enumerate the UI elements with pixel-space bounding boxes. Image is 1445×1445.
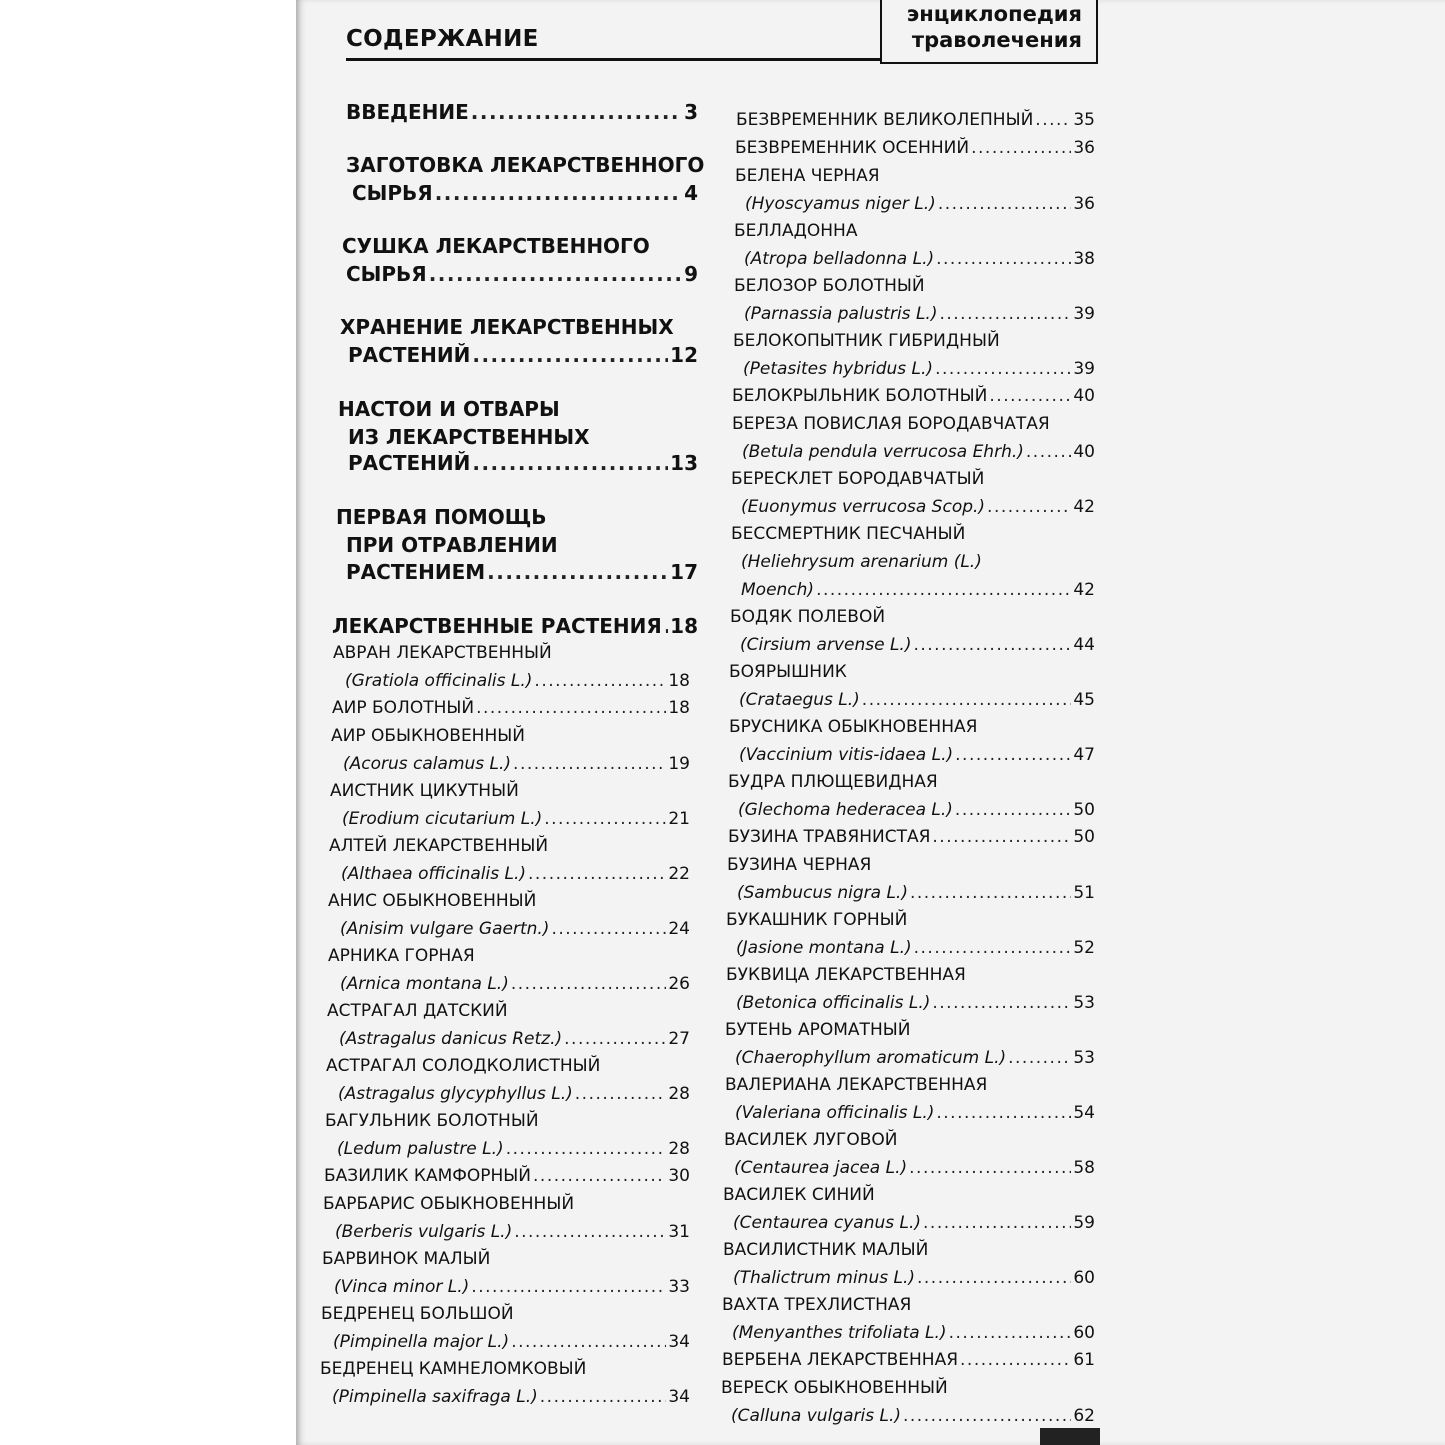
- section-title: ПЕРВАЯ ПОМОЩЬ: [336, 505, 547, 529]
- section-entry: [332, 614, 698, 638]
- plant-name: БЕРЕСКЛЕТ БОРОДАВЧАТЫЙ: [731, 469, 985, 489]
- entry-text: (Chaerophyllum aromaticum L.): [735, 1048, 1007, 1068]
- entry-text: Moench): [741, 580, 815, 600]
- entry-text: (Calluna vulgaris L.): [731, 1406, 901, 1426]
- leader-dots: [664, 614, 668, 638]
- page-number: 26: [668, 974, 690, 994]
- entry-text: (Menyanthes trifoliata L.): [732, 1323, 947, 1343]
- plant-name: БЕДРЕНЕЦ КАМНЕЛОМКОВЫЙ: [320, 1359, 587, 1379]
- page-number: 59: [1073, 1213, 1095, 1233]
- plant-entry: [740, 635, 1095, 655]
- entry-text: (Thalictrum minus L.): [733, 1268, 915, 1288]
- leader-dots: [960, 1350, 1071, 1370]
- page-number: 18: [668, 671, 690, 691]
- page-corner-mark: [1040, 1428, 1100, 1445]
- plant-name: АСТРАГАЛ СОЛОДКОЛИСТНЫЙ: [326, 1056, 601, 1076]
- page-number: 31: [668, 1222, 690, 1242]
- entry-text: БЕЛОКРЫЛЬНИК БОЛОТНЫЙ: [732, 386, 988, 406]
- section-title: НАСТОИ И ОТВАРЫ: [338, 397, 560, 421]
- leader-dots: [938, 194, 1072, 214]
- entry-text: (Pimpinella saxifraga L.): [332, 1387, 538, 1407]
- entry-text: (Sambucus nigra L.): [737, 883, 908, 903]
- page-number: 33: [668, 1277, 690, 1297]
- entry-text: БУЗИНА ТРАВЯНИСТАЯ: [728, 827, 931, 847]
- page-number: 19: [668, 754, 690, 774]
- page-number: 54: [1073, 1103, 1095, 1123]
- plant-name: БУТЕНЬ АРОМАТНЫЙ: [725, 1020, 911, 1040]
- entry-text: (Atropa belladonna L.): [744, 249, 935, 269]
- page-number: 61: [1073, 1350, 1095, 1370]
- page-number: 50: [1073, 800, 1095, 820]
- leader-dots: [955, 745, 1071, 765]
- page-number: 52: [1073, 938, 1095, 958]
- leader-dots: [903, 1406, 1071, 1426]
- section-title: ИЗ ЛЕКАРСТВЕННЫХ: [348, 425, 590, 449]
- page-number: 42: [1073, 497, 1095, 517]
- page-number: 4: [684, 181, 698, 205]
- book-title-line2: траволечения: [911, 28, 1082, 52]
- leader-dots: [949, 1323, 1072, 1343]
- plant-name: БУКАШНИК ГОРНЫЙ: [726, 910, 908, 930]
- page-margin: [0, 0, 296, 1445]
- entry-text: РАСТЕНИЕМ: [346, 560, 486, 584]
- plant-entry: [734, 1158, 1095, 1178]
- page-number: 36: [1073, 194, 1095, 214]
- leader-dots: [471, 1277, 666, 1297]
- page-number: 22: [668, 864, 690, 884]
- plant-name: БЕРЕЗА ПОВИСЛАЯ БОРОДАВЧАТАЯ: [732, 414, 1050, 434]
- plant-entry: [735, 1103, 1095, 1123]
- page-number: 13: [670, 451, 698, 475]
- page-number: 39: [1073, 304, 1095, 324]
- plant-latin: (Heliehrysum arenarium (L.): [741, 552, 982, 572]
- page-number: 58: [1073, 1158, 1095, 1178]
- page-number: 38: [1073, 249, 1095, 269]
- plant-entry: [738, 800, 1095, 820]
- leader-dots: [987, 497, 1071, 517]
- page-number: 30: [668, 1166, 690, 1186]
- plant-entry: [339, 1029, 690, 1049]
- page-number: 53: [1073, 1048, 1095, 1068]
- plant-entry: [735, 1048, 1095, 1068]
- page-number: 18: [670, 614, 698, 638]
- plant-entry: [332, 698, 690, 718]
- page-number: 50: [1073, 827, 1095, 847]
- entry-text: (Petasites hybridus L.): [743, 359, 934, 379]
- leader-dots: [528, 864, 666, 884]
- plant-entry: [722, 1350, 1095, 1370]
- leader-dots: [476, 698, 666, 718]
- entry-text: (Vaccinium vitis-idaea L.): [739, 745, 954, 765]
- plant-name: БОДЯК ПОЛЕВОЙ: [730, 607, 886, 627]
- header-rule: [346, 58, 880, 61]
- plant-entry: [338, 1084, 690, 1104]
- leader-dots: [910, 883, 1071, 903]
- leader-dots: [472, 343, 668, 367]
- leader-dots: [923, 1213, 1071, 1233]
- leader-dots: [913, 635, 1071, 655]
- leader-dots: [472, 451, 668, 475]
- entry-text: (Cirsium arvense L.): [740, 635, 912, 655]
- plant-entry: [735, 138, 1095, 158]
- entry-text: (Ledum palustre L.): [337, 1139, 504, 1159]
- plant-name: БУЗИНА ЧЕРНАЯ: [727, 855, 872, 875]
- leader-dots: [935, 359, 1071, 379]
- plant-name: БЕЛОКОПЫТНИК ГИБРИДНЫЙ: [733, 331, 1000, 351]
- plant-entry: [733, 1213, 1095, 1233]
- plant-entry: [744, 249, 1095, 269]
- plant-entry: [334, 1277, 690, 1297]
- plant-entry: [333, 1332, 690, 1352]
- entry-text: (Pimpinella major L.): [333, 1332, 510, 1352]
- section-title: СУШКА ЛЕКАРСТВЕННОГО: [342, 234, 650, 258]
- plant-name: АРНИКА ГОРНАЯ: [328, 946, 475, 966]
- plant-entry: [744, 304, 1095, 324]
- plant-name: БАГУЛЬНИК БОЛОТНЫЙ: [325, 1111, 539, 1131]
- entry-text: (Erodium cicutarium L.): [342, 809, 543, 829]
- leader-dots: [909, 1158, 1071, 1178]
- leader-dots: [1026, 442, 1071, 462]
- entry-text: (Glechoma hederacea L.): [738, 800, 953, 820]
- page-number: 21: [668, 809, 690, 829]
- plant-entry: [741, 497, 1095, 517]
- leader-dots: [511, 974, 667, 994]
- entry-text: (Betula pendula verrucosa Ehrh.): [742, 442, 1024, 462]
- page-number: 51: [1073, 883, 1095, 903]
- plant-entry: [732, 1323, 1095, 1343]
- page-number: 39: [1073, 359, 1095, 379]
- page-number: 53: [1073, 993, 1095, 1013]
- page-number: 17: [670, 560, 698, 584]
- entry-text: (Betonica officinalis L.): [736, 993, 931, 1013]
- plant-name: ВАСИЛИСТНИК МАЛЫЙ: [723, 1240, 929, 1260]
- entry-text: (Crataegus L.): [739, 690, 860, 710]
- plant-name: АИСТНИК ЦИКУТНЫЙ: [330, 781, 519, 801]
- plant-entry: [739, 690, 1095, 710]
- section-entry: [346, 560, 698, 584]
- leader-dots: [936, 1103, 1071, 1123]
- plant-entry: [741, 580, 1095, 600]
- page-number: 47: [1073, 745, 1095, 765]
- page-number: 40: [1073, 442, 1095, 462]
- plant-name: БЕЛЛАДОННА: [734, 221, 858, 241]
- entry-text: (Althaea officinalis L.): [341, 864, 526, 884]
- plant-name: БАРВИНОК МАЛЫЙ: [322, 1249, 491, 1269]
- leader-dots: [506, 1139, 667, 1159]
- plant-entry: [739, 745, 1095, 765]
- entry-text: БЕЗВРЕМЕННИК ВЕЛИКОЛЕПНЫЙ: [736, 110, 1034, 130]
- leader-dots: [936, 249, 1071, 269]
- plant-name: ВЕРЕСК ОБЫКНОВЕННЫЙ: [721, 1378, 948, 1398]
- leader-dots: [932, 827, 1071, 847]
- page-number: 34: [668, 1332, 690, 1352]
- entry-text: ЛЕКАРСТВЕННЫЕ РАСТЕНИЯ: [332, 614, 662, 638]
- entry-text: (Astragalus danicus Retz.): [339, 1029, 563, 1049]
- leader-dots: [544, 809, 666, 829]
- page-number: 34: [668, 1387, 690, 1407]
- page-number: 62: [1073, 1406, 1095, 1426]
- plant-entry: [736, 993, 1095, 1013]
- leader-dots: [540, 1387, 667, 1407]
- leader-dots: [989, 386, 1071, 406]
- book-title-line1: энциклопедия: [906, 2, 1082, 26]
- leader-dots: [514, 1222, 666, 1242]
- leader-dots: [862, 690, 1072, 710]
- plant-name: АСТРАГАЛ ДАТСКИЙ: [327, 1001, 508, 1021]
- page-number: 28: [668, 1139, 690, 1159]
- page-number: 3: [684, 100, 698, 124]
- page-number: 44: [1073, 635, 1095, 655]
- plant-entry: [324, 1166, 690, 1186]
- plant-name: ВАСИЛЕК СИНИЙ: [723, 1185, 875, 1205]
- entry-text: РАСТЕНИЙ: [348, 343, 471, 367]
- plant-name: АЛТЕЙ ЛЕКАРСТВЕННЫЙ: [329, 836, 549, 856]
- plant-entry: [340, 974, 690, 994]
- plant-entry: [728, 827, 1095, 847]
- leader-dots: [939, 304, 1071, 324]
- leader-dots: [575, 1084, 667, 1104]
- page-title: СОДЕРЖАНИЕ: [346, 26, 539, 52]
- plant-entry: [737, 883, 1095, 903]
- page-number: 18: [668, 698, 690, 718]
- plant-entry: [736, 938, 1095, 958]
- entry-text: (Anisim vulgare Gaertn.): [340, 919, 550, 939]
- entry-text: БЕЗВРЕМЕННИК ОСЕННИЙ: [735, 138, 970, 158]
- plant-entry: [332, 1387, 690, 1407]
- plant-entry: [341, 864, 690, 884]
- plant-entry: [337, 1139, 690, 1159]
- plant-name: БУКВИЦА ЛЕКАРСТВЕННАЯ: [726, 965, 966, 985]
- plant-entry: [340, 919, 690, 939]
- section-title: ХРАНЕНИЕ ЛЕКАРСТВЕННЫХ: [340, 315, 674, 339]
- entry-text: БАЗИЛИК КАМФОРНЫЙ: [324, 1166, 532, 1186]
- leader-dots: [564, 1029, 666, 1049]
- section-entry: [346, 100, 698, 124]
- plant-entry: [745, 194, 1095, 214]
- plant-name: ВАЛЕРИАНА ЛЕКАРСТВЕННАЯ: [725, 1075, 988, 1095]
- entry-text: (Astragalus glycyphyllus L.): [338, 1084, 573, 1104]
- entry-text: (Hyoscyamus niger L.): [745, 194, 936, 214]
- plant-entry: [731, 1406, 1095, 1426]
- page-number: 36: [1073, 138, 1095, 158]
- entry-text: ВВЕДЕНИЕ: [346, 100, 469, 124]
- entry-text: (Berberis vulgaris L.): [335, 1222, 513, 1242]
- section-entry: [352, 181, 698, 205]
- plant-name: АНИС ОБЫКНОВЕННЫЙ: [328, 891, 537, 911]
- plant-entry: [743, 359, 1095, 379]
- entry-text: (Centaurea jacea L.): [734, 1158, 908, 1178]
- entry-text: АИР БОЛОТНЫЙ: [332, 698, 475, 718]
- section-title: ЗАГОТОВКА ЛЕКАРСТВЕННОГО: [346, 153, 705, 177]
- leader-dots: [917, 1268, 1071, 1288]
- plant-name: БОЯРЫШНИК: [729, 662, 847, 682]
- entry-text: (Arnica montana L.): [340, 974, 509, 994]
- leader-dots: [511, 1332, 666, 1352]
- page-number: 42: [1073, 580, 1095, 600]
- entry-text: (Acorus calamus L.): [343, 754, 512, 774]
- page-number: 40: [1073, 386, 1095, 406]
- plant-name: БЕДРЕНЕЦ БОЛЬШОЙ: [321, 1304, 514, 1324]
- entry-text: (Centaurea cyanus L.): [733, 1213, 922, 1233]
- plant-name: БЕССМЕРТНИК ПЕСЧАНЫЙ: [731, 524, 966, 544]
- plant-name: БЕЛЕНА ЧЕРНАЯ: [735, 166, 880, 186]
- page-number: 27: [668, 1029, 690, 1049]
- leader-dots: [471, 100, 682, 124]
- entry-text: (Valeriana officinalis L.): [735, 1103, 935, 1123]
- leader-dots: [1035, 110, 1071, 130]
- leader-dots: [533, 1166, 666, 1186]
- entry-text: (Jasione montana L.): [736, 938, 912, 958]
- plant-entry: [742, 442, 1095, 462]
- entry-text: СЫРЬЯ: [346, 262, 427, 286]
- plant-name: ВАСИЛЕК ЛУГОВОЙ: [724, 1130, 898, 1150]
- plant-entry: [342, 809, 690, 829]
- section-title: ПРИ ОТРАВЛЕНИИ: [346, 533, 558, 557]
- plant-entry: [733, 1268, 1095, 1288]
- leader-dots: [1008, 1048, 1071, 1068]
- page-number: 60: [1073, 1323, 1095, 1343]
- entry-text: (Euonymus verrucosa Scop.): [741, 497, 986, 517]
- plant-name: ВАХТА ТРЕХЛИСТНАЯ: [722, 1295, 912, 1315]
- page-number: 60: [1073, 1268, 1095, 1288]
- leader-dots: [513, 754, 666, 774]
- leader-dots: [435, 181, 682, 205]
- plant-entry: [345, 671, 690, 691]
- plant-entry: [335, 1222, 690, 1242]
- plant-name: БРУСНИКА ОБЫКНОВЕННАЯ: [729, 717, 978, 737]
- entry-text: (Gratiola officinalis L.): [345, 671, 533, 691]
- entry-text: ВЕРБЕНА ЛЕКАРСТВЕННАЯ: [722, 1350, 959, 1370]
- page-number: 9: [684, 262, 698, 286]
- book-title-box: [880, 0, 1098, 64]
- leader-dots: [487, 560, 668, 584]
- section-entry: [348, 451, 698, 475]
- page-number: 45: [1073, 690, 1095, 710]
- page-number: 24: [668, 919, 690, 939]
- page-number: 12: [670, 343, 698, 367]
- plant-name: БЕЛОЗОР БОЛОТНЫЙ: [734, 276, 925, 296]
- section-entry: [348, 343, 698, 367]
- leader-dots: [534, 671, 666, 691]
- leader-dots: [971, 138, 1071, 158]
- leader-dots: [816, 580, 1071, 600]
- plant-entry: [736, 110, 1095, 130]
- page-number: 28: [668, 1084, 690, 1104]
- entry-text: СЫРЬЯ: [352, 181, 433, 205]
- entry-text: (Parnassia palustris L.): [744, 304, 938, 324]
- leader-dots: [429, 262, 682, 286]
- plant-name: БУДРА ПЛЮЩЕВИДНАЯ: [728, 772, 938, 792]
- entry-text: (Vinca minor L.): [334, 1277, 470, 1297]
- page-number: 35: [1073, 110, 1095, 130]
- leader-dots: [914, 938, 1072, 958]
- plant-name: АИР ОБЫКНОВЕННЫЙ: [331, 726, 525, 746]
- leader-dots: [932, 993, 1071, 1013]
- plant-entry: [343, 754, 690, 774]
- leader-dots: [551, 919, 666, 939]
- plant-name: БАРБАРИС ОБЫКНОВЕННЫЙ: [323, 1194, 575, 1214]
- leader-dots: [955, 800, 1071, 820]
- plant-entry: [732, 386, 1095, 406]
- section-entry: [346, 262, 698, 286]
- plant-name: АВРАН ЛЕКАРСТВЕННЫЙ: [333, 643, 552, 663]
- entry-text: РАСТЕНИЙ: [348, 451, 471, 475]
